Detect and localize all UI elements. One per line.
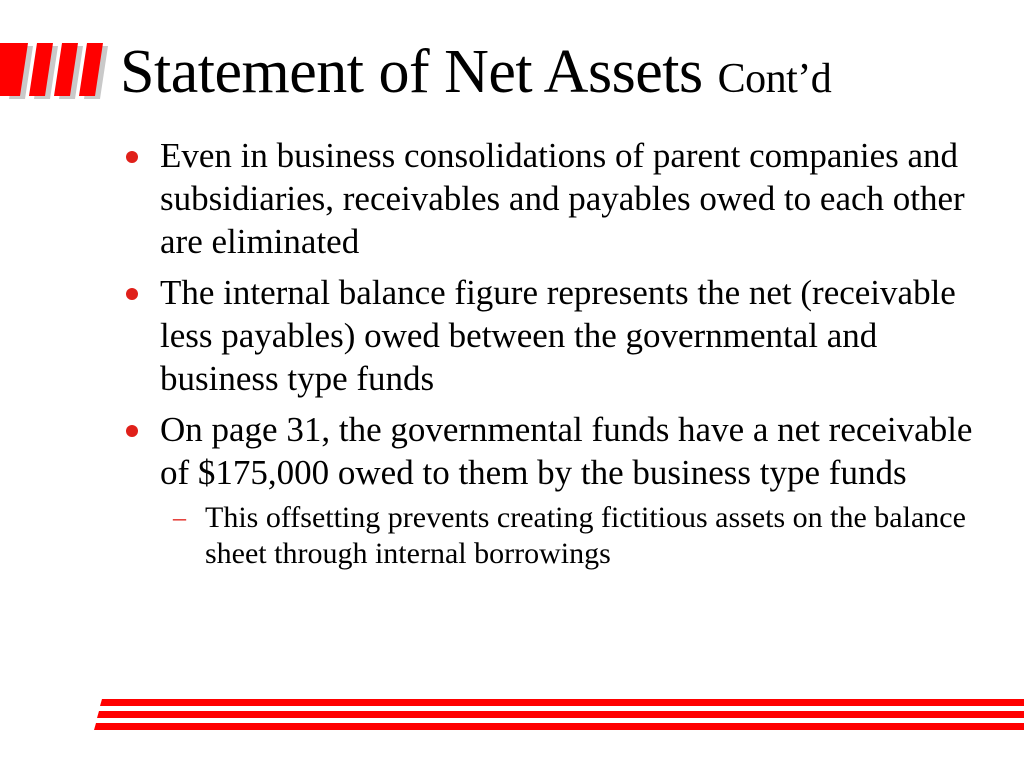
footer-stripes-icon bbox=[0, 690, 1024, 740]
bullet-text: On page 31, the governmental funds have a net receivable of $175,000 owed to them by the business type funds bbox=[160, 410, 973, 492]
sub-bullet-list bbox=[160, 500, 1000, 572]
bullet-text: Even in business consolidations of parent companies and subsidiaries, receivables and payables owed to each other are eliminated bbox=[160, 136, 965, 261]
bullet-item bbox=[120, 271, 1000, 400]
bullet-list bbox=[120, 134, 1000, 580]
bullet-text: The internal balance figure represents the net (receivable less payables) owed between the governmental and business type funds bbox=[160, 273, 956, 398]
slide-title bbox=[120, 36, 831, 115]
bullet-dot-icon bbox=[126, 425, 138, 437]
bullet-dot-icon bbox=[126, 288, 138, 300]
bullet-item bbox=[120, 408, 1000, 572]
logo-bars-icon bbox=[0, 43, 110, 99]
title-suffix: Cont’d bbox=[717, 56, 832, 102]
bullet-dot-icon bbox=[126, 151, 138, 163]
title-main: Statement of Net Assets bbox=[120, 38, 703, 106]
sub-bullet-item bbox=[160, 500, 1000, 572]
bullet-item bbox=[120, 134, 1000, 263]
sub-bullet-text: This offsetting prevents creating fictitious assets on the balance sheet through internal borrowings bbox=[205, 501, 966, 570]
dash-icon: – bbox=[173, 503, 186, 532]
